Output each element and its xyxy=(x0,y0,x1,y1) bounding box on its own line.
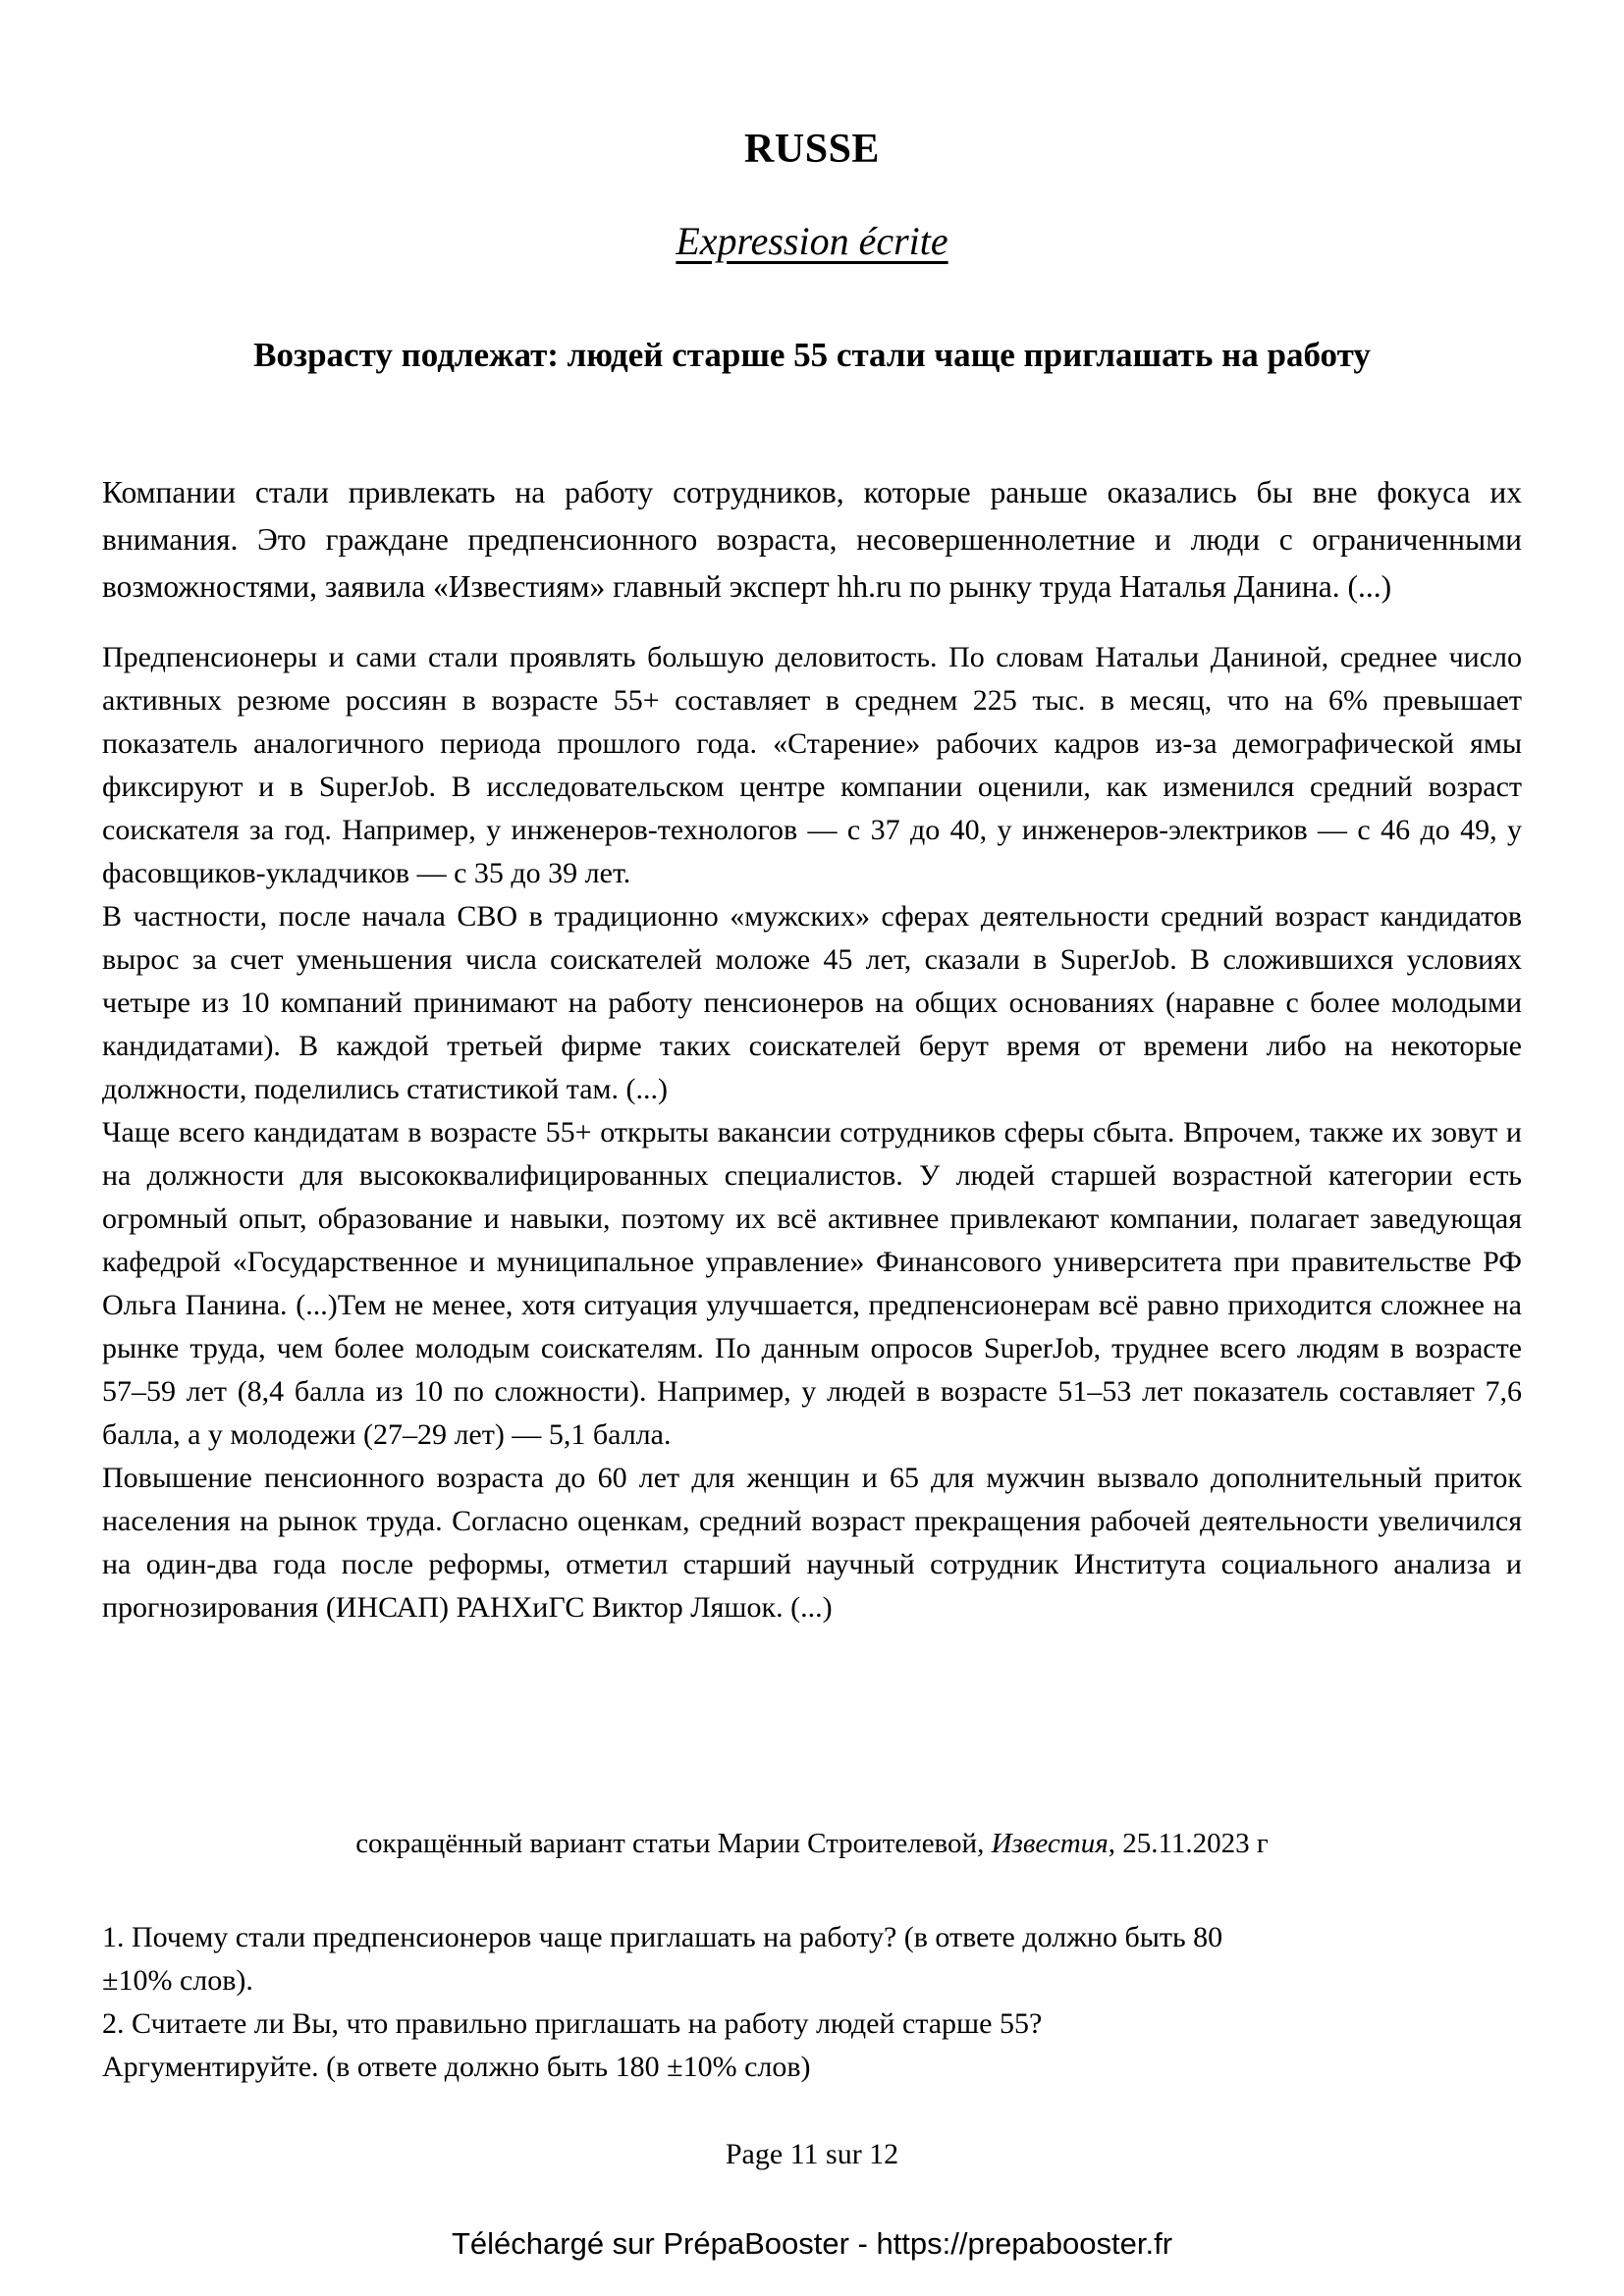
attribution-prefix: сокращённый вариант статьи Марии Строителевой, xyxy=(355,1828,992,1859)
questions-block xyxy=(102,1916,1522,2089)
question-1-line-2: ±10% слов). xyxy=(102,1964,253,1997)
exam-section-subtitle xyxy=(102,218,1522,264)
exam-language-title: RUSSE xyxy=(744,127,880,172)
article-paragraph-2: В частности, после начала СВО в традиционно «мужских» сферах деятельности средний возраст кандидатов вырос за счет уменьшения числа соискателей моложе 45 лет, сказали в SuperJob. В сложившихся условиях четыре из 10 компаний принимают на работу пенсионеров на общих основаниях (наравне с более молодыми кандидатами). В каждой третьей фирме таких соискателей берут время от времени либо на некоторые должности, поделились статистикой там. (...) xyxy=(102,900,1522,1105)
exam-section-subtitle-text: Expression écrite xyxy=(676,219,948,263)
article-headline: Возрасту подлежат: людей старше 55 стали чаще приглашать на работу xyxy=(253,336,1371,374)
page-number: Page 11 sur 12 xyxy=(725,2138,899,2170)
question-1-line-1: 1. Почему стали предпенсионеров чаще приглашать на работу? (в ответе должно быть 80 xyxy=(102,1921,1223,1953)
download-footer-link[interactable]: Téléchargé sur PrépaBooster - https://prepabooster.fr xyxy=(451,2226,1173,2261)
article-paragraph-1: Предпенсионеры и сами стали проявлять большую деловитость. По словам Натальи Даниной, среднее число активных резюме россиян в возрасте 55+ составляет в среднем 225 тыс. в месяц, что на 6% превышает показатель аналогичного периода прошлого года. «Старение» рабочих кадров из-за демографической ямы фиксируют и в SuperJob. В исследовательском центре компании оценили, как изменился средний возраст соискателя за год. Например, у инженеров-технологов — с 37 до 40, у инженеров-электриков — с 46 до 49, у фасовщиков-укладчиков — с 35 до 39 лет. xyxy=(102,641,1522,889)
question-2-line-2: Аргументируйте. (в ответе должно быть 180 ±10% слов) xyxy=(102,2051,811,2083)
attribution-date: , 25.11.2023 г xyxy=(1108,1828,1269,1859)
attribution-source-name: Известия xyxy=(991,1828,1109,1859)
article-paragraph-3: Чаще всего кандидатам в возрасте 55+ открыты вакансии сотрудников сферы сбыта. Впрочем, также их зовут и на должности для высококвалифицированных специалистов. У людей старшей возрастной категории есть огромный опыт, образование и навыки, поэтому их всё активнее привлекают компании, полагает заведующая кафедрой «Государственное и муниципальное управление» Финансового университета при правительстве РФ Ольга Панина. (...)Тем не менее, хотя ситуация улучшается, предпенсионерам всё равно приходится сложнее на рынке труда, чем более молодым соискателям. По данным опросов SuperJob, труднее всего людям в возрасте 57–59 лет (8,4 балла из 10 по сложности). Например, у людей в возрасте 51–53 лет показатель составляет 7,6 балла, а у молодежи (27–29 лет) — 5,1 балла. xyxy=(102,1116,1522,1451)
question-1 xyxy=(102,1916,1522,2002)
question-2-line-1: 2. Считаете ли Вы, что правильно приглашать на работу людей старше 55? xyxy=(102,2007,1043,2040)
article-paragraph-4: Повышение пенсионного возраста до 60 лет для женщин и 65 для мужчин вызвало дополнительный приток населения на рынок труда. Согласно оценкам, средний возраст прекращения рабочей деятельности увеличился на один-два года после реформы, отметил старший научный сотрудник Института социального анализа и прогнозирования (ИНСАП) РАНХиГС Виктор Ляшок. (...) xyxy=(102,1462,1522,1624)
article-lead-paragraph: Компании стали привлекать на работу сотрудников, которые раньше оказались бы вне фокуса их внимания. Это граждане предпенсионного возраста, несовершеннолетние и люди с ограниченными возможностями, заявила «Известиям» главный эксперт hh.ru по рынку труда Наталья Данина. (...) xyxy=(102,475,1522,604)
question-2 xyxy=(102,2002,1522,2089)
attribution-line xyxy=(102,1828,1522,1860)
article-body xyxy=(102,636,1522,1629)
